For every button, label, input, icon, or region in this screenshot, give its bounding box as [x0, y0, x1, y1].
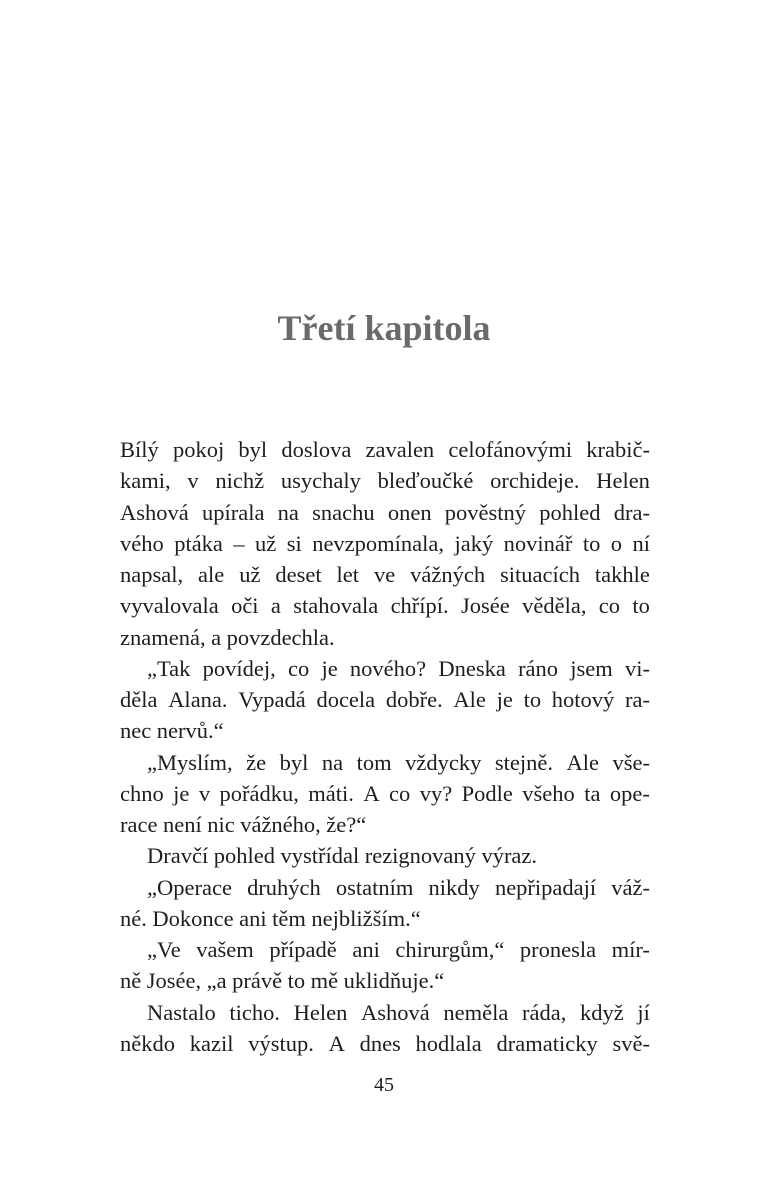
text-line: [120, 997, 650, 1028]
word: děla: [120, 687, 158, 712]
word: povzdechla.: [226, 624, 335, 650]
word: výraz.: [481, 843, 538, 869]
text-line: [120, 465, 650, 496]
word: „Ve: [147, 937, 181, 962]
word: mír-: [611, 937, 650, 962]
word: zavalen: [365, 437, 435, 462]
word: tom: [356, 749, 392, 775]
word: povídej,: [202, 655, 276, 681]
word: pronesla: [519, 937, 597, 962]
word: ráno: [518, 655, 559, 681]
word: celofánovými: [448, 437, 573, 462]
word: rezignovaný: [364, 843, 476, 869]
word: snachu: [312, 499, 375, 525]
word: ráda,: [522, 999, 567, 1025]
word: chno: [120, 780, 164, 806]
word: případě: [269, 937, 337, 962]
word: vyvalovala: [120, 593, 219, 619]
word: stejně.: [494, 749, 553, 775]
word: máti.: [308, 780, 354, 806]
word: chirurgům,“: [395, 937, 505, 962]
text-line: [120, 653, 650, 684]
word: už: [239, 562, 261, 587]
word: „Tak: [147, 655, 191, 681]
word: ní: [632, 530, 650, 556]
word: právě: [232, 968, 283, 994]
word: výstup.: [248, 1030, 314, 1056]
text-line: [120, 934, 650, 965]
word: druhých: [247, 874, 321, 900]
word: už: [255, 530, 277, 556]
word: vy?: [419, 780, 453, 806]
word: na: [321, 749, 344, 775]
word: co: [598, 593, 621, 619]
word: novinář: [503, 530, 573, 556]
word: jí: [637, 999, 650, 1025]
word: vážného,: [240, 812, 321, 837]
word: byl: [279, 749, 309, 775]
word: Ashová: [120, 499, 189, 525]
word: Vypadá: [238, 687, 306, 712]
word: Ashová: [361, 999, 430, 1025]
text-line: [120, 778, 650, 809]
text-line: [120, 497, 650, 528]
word: nervů.“: [156, 718, 224, 744]
word: vi-: [624, 655, 650, 681]
word: Ale: [566, 749, 599, 775]
word: „a: [206, 968, 227, 994]
word: Dneska: [438, 655, 506, 681]
word: co: [287, 655, 310, 681]
word: ra-: [625, 687, 650, 712]
word: nec: [120, 718, 152, 744]
word: onen: [387, 499, 432, 525]
word: není: [162, 812, 202, 837]
word: na: [277, 499, 299, 525]
word: takhle: [594, 562, 650, 587]
word: že: [246, 749, 267, 775]
word: to: [287, 968, 306, 994]
word: hotový: [551, 687, 615, 712]
word: je: [496, 687, 513, 712]
word: pohled: [213, 843, 275, 869]
text-line: [120, 715, 650, 746]
word: situacích: [500, 562, 580, 587]
text-line: [120, 434, 650, 465]
text-line: [120, 903, 650, 934]
word: napsal,: [120, 562, 184, 587]
word: „Myslím,: [147, 749, 233, 775]
text-line: [120, 747, 650, 778]
text-line: [120, 590, 650, 621]
word: let: [336, 562, 360, 587]
word: že?“: [326, 812, 367, 837]
text-line: [120, 684, 650, 715]
word: ale: [198, 562, 225, 587]
word: dobře.: [385, 687, 443, 712]
word: deset: [275, 562, 322, 587]
word: uklidňuje.“: [343, 968, 445, 994]
text-line: [120, 622, 650, 653]
word: kazil: [189, 1030, 234, 1056]
word: ně: [120, 968, 142, 994]
text-line: [120, 840, 650, 871]
word: ve: [373, 562, 396, 587]
word: a: [270, 593, 281, 619]
text-line: [120, 965, 650, 996]
word: nejbližším.“: [311, 905, 421, 931]
word: „Operace: [147, 874, 232, 900]
word: chřípí.: [390, 593, 449, 619]
word: neměla: [443, 999, 509, 1025]
word: Josée: [461, 593, 510, 619]
word: doslova: [281, 437, 352, 462]
word: mě: [310, 968, 339, 994]
word: jaký: [454, 530, 494, 556]
word: Josée,: [146, 968, 202, 994]
word: dnes: [359, 1030, 401, 1056]
word: vše-: [612, 749, 650, 775]
word: vystřídal: [280, 843, 360, 869]
word: ostatním: [335, 874, 414, 900]
word: ticho.: [229, 999, 280, 1025]
word: A: [363, 780, 380, 806]
word: v: [198, 780, 211, 806]
word: nichž: [215, 468, 265, 494]
word: –: [233, 530, 245, 556]
word: nového?: [349, 655, 427, 681]
text-line: [120, 528, 650, 559]
word: a: [211, 624, 222, 650]
word: Helen: [293, 999, 348, 1025]
word: Bílý: [120, 437, 159, 462]
word: v: [187, 468, 199, 494]
word: krabič-: [586, 437, 650, 462]
word: upírala: [201, 499, 265, 525]
word: pokoj: [172, 437, 225, 462]
word: nikdy: [428, 874, 480, 900]
word: kami,: [120, 468, 171, 494]
word: ani: [239, 905, 267, 931]
word: svě-: [612, 1030, 650, 1056]
word: hodlala: [415, 1030, 482, 1056]
word: stahovala: [293, 593, 379, 619]
word: docela: [316, 687, 376, 712]
word: to: [582, 530, 601, 556]
word: dramaticky: [496, 1030, 598, 1056]
word: těm: [272, 905, 306, 931]
word: dra-: [613, 499, 650, 525]
word: Ale: [453, 687, 486, 712]
word: nepřipadají: [494, 874, 597, 900]
word: věděla,: [522, 593, 587, 619]
text-line: [120, 1028, 650, 1059]
word: to: [632, 593, 650, 619]
chapter-title: Třetí kapitola: [277, 308, 491, 348]
word: Dravčí: [147, 843, 209, 869]
text-line: [120, 809, 650, 840]
word: vážných: [410, 562, 486, 587]
word: vašem: [196, 937, 254, 962]
word: ta: [584, 780, 601, 806]
word: Podle: [461, 780, 513, 806]
word: znamená,: [120, 624, 206, 650]
word: váž-: [611, 874, 650, 900]
word: vždycky: [405, 749, 482, 775]
body-text: [120, 434, 650, 1059]
word: o: [610, 530, 623, 556]
word: jsem: [570, 655, 613, 681]
word: usychaly: [280, 468, 361, 494]
word: vého: [120, 530, 164, 556]
word: Helen: [596, 468, 650, 494]
word: co: [389, 780, 411, 806]
word: bleďoučké: [377, 468, 474, 494]
word: pohled: [539, 499, 601, 525]
word: pověstný: [444, 499, 527, 525]
word: Dokonce: [152, 905, 234, 931]
word: A: [328, 1030, 345, 1056]
word: to: [523, 687, 542, 712]
word: orchideje.: [490, 468, 580, 494]
word: je: [173, 780, 190, 806]
word: nevzpomínala,: [312, 530, 445, 556]
word: oči: [231, 593, 259, 619]
word: ope-: [609, 780, 650, 806]
word: všeho: [522, 780, 575, 806]
word: Alana.: [168, 687, 228, 712]
word: né.: [120, 905, 147, 931]
word: někdo: [120, 1030, 175, 1056]
text-line: [120, 872, 650, 903]
word: si: [286, 530, 302, 556]
word: je: [321, 655, 338, 681]
word: pořádku,: [219, 780, 299, 806]
text-line: [120, 559, 650, 590]
word: Nastalo: [147, 999, 216, 1025]
word: když: [580, 999, 624, 1025]
word: nic: [207, 812, 235, 837]
word: byl: [238, 437, 268, 462]
page-number: 45: [374, 1074, 394, 1096]
word: ptáka: [174, 530, 223, 556]
word: race: [120, 812, 158, 837]
word: ani: [352, 937, 380, 962]
